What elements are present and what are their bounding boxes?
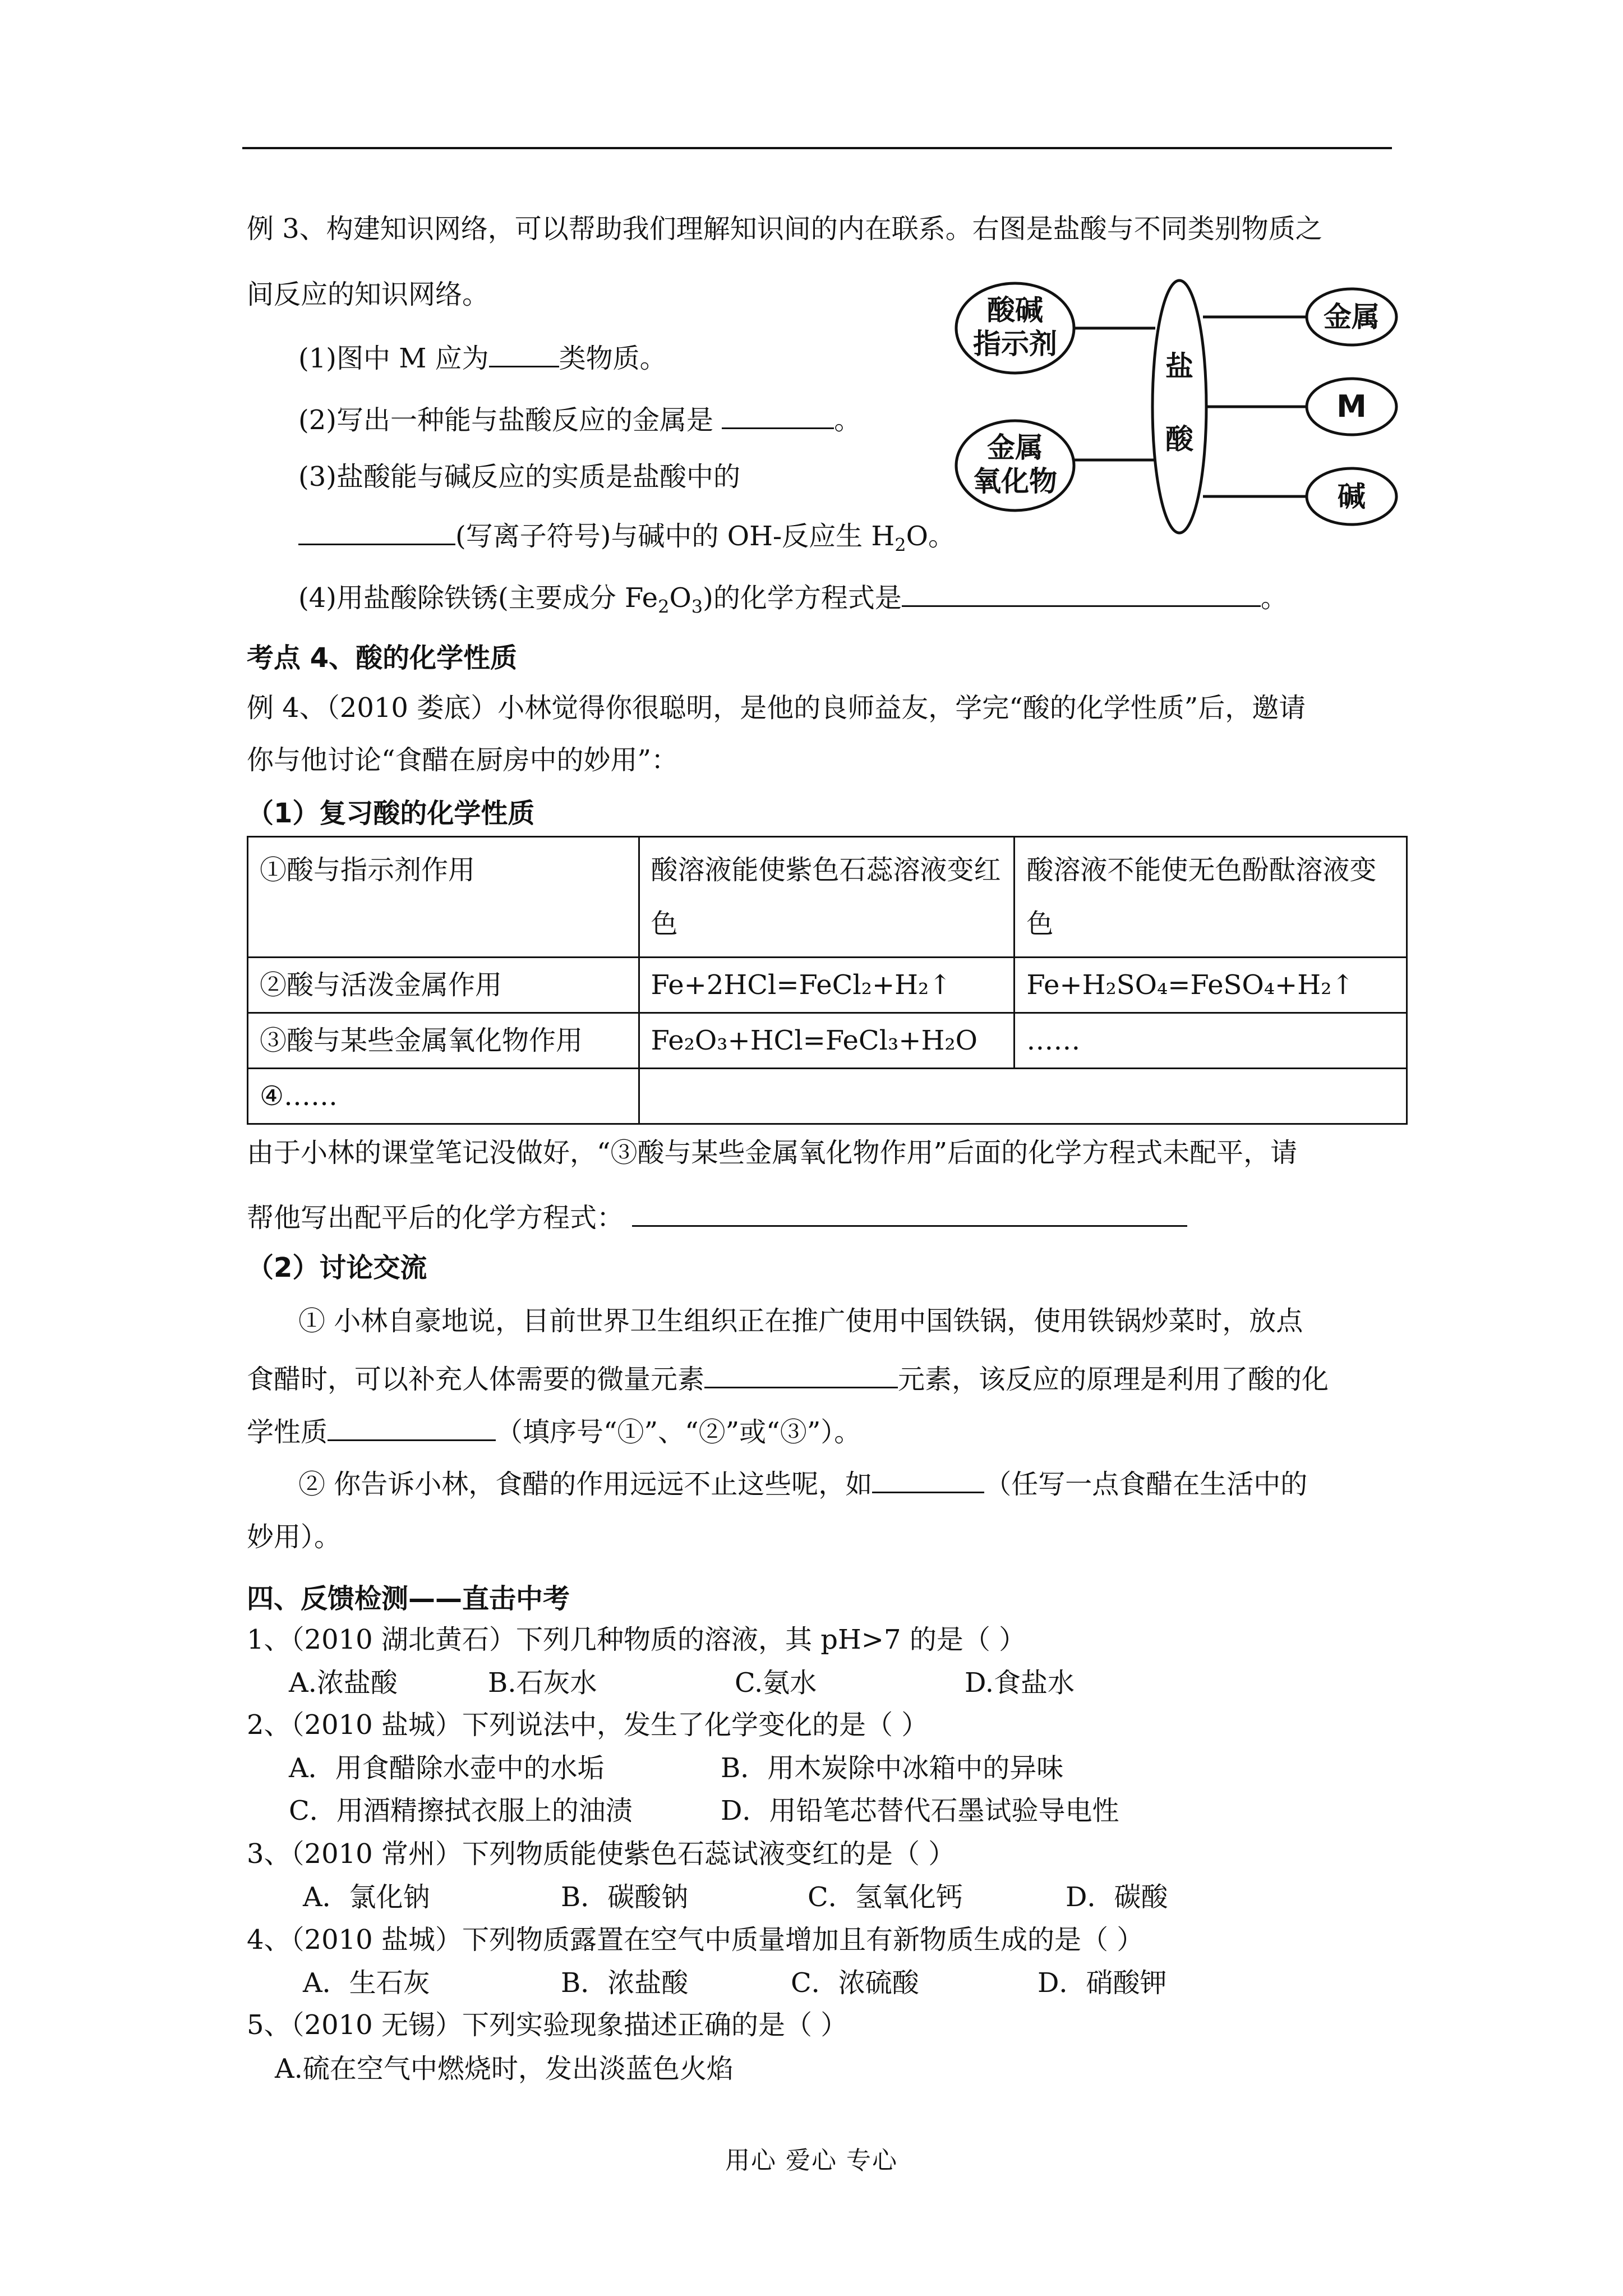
label-hcl-1: 盐 [1165, 350, 1193, 383]
q1-text: (1)图中 M 应为 [298, 343, 489, 374]
ex3-line1: 例 3、构建知识网络，可以帮助我们理解知识间的内在联系。右图是盐酸与不同类别物质之 [247, 213, 1322, 245]
table-row [248, 1069, 1407, 1124]
q1-text-end: 类物质。 [559, 343, 667, 374]
table-cell: …… [1015, 1013, 1407, 1069]
question-4: 4、（2010 盐城）下列物质露置在空气中质量增加且有新物质生成的是（ ） [247, 1924, 1144, 1955]
discussion-1b [247, 1362, 1329, 1396]
question-3: 3、（2010 常州）下列物质能使紫色石蕊试液变红的是（ ） [247, 1838, 956, 1870]
table-row [248, 1013, 1407, 1069]
q2-option-a[interactable]: A．用食醋除水壶中的水垢 [289, 1752, 605, 1784]
question-1: 1、（2010 湖北黄石）下列几种物质的溶液，其 pH>7 的是（ ） [247, 1624, 1026, 1655]
ex3-line2: 间反应的知识网络。 [247, 279, 490, 310]
section4-heading: 四、反馈检测——直击中考 [247, 1583, 570, 1614]
d1-text-3: （填序号“①”、“②”或“③”）。 [496, 1416, 861, 1448]
question-2: 2、（2010 盐城）下列说法中，发生了化学变化的是（ ） [247, 1709, 929, 1741]
table-cell: Fe+H₂SO₄=FeSO₄+H₂↑ [1015, 958, 1407, 1013]
table-cell: 酸溶液不能使无色酚酞溶液变色 [1015, 837, 1407, 958]
node-hcl [1152, 280, 1206, 533]
d1-text-end: 元素，该反应的原理是利用了酸的化 [898, 1364, 1329, 1395]
ex4-sub2: （2）讨论交流 [247, 1252, 427, 1283]
d1-text-2: 学性质 [247, 1416, 328, 1448]
d1-text: 食醋时，可以补充人体需要的微量元素 [247, 1364, 705, 1395]
discussion-1a: ① 小林自豪地说，目前世界卫生组织正在推广使用中国铁锅，使用铁锅炒菜时，放点 [298, 1305, 1303, 1337]
q3-option-b[interactable]: B．碳酸钠 [561, 1881, 689, 1913]
d2-text-end: （任写一点食醋在生活中的 [984, 1469, 1308, 1500]
label-metal: 金属 [1324, 301, 1380, 333]
table-row [248, 837, 1407, 958]
ex4-after1: 由于小林的课堂笔记没做好，“③酸与某些金属氧化物作用”后面的化学方程式未配平，请 [247, 1137, 1298, 1168]
table-cell: Fe₂O₃+HCl=FeCl₃+H₂O [639, 1013, 1015, 1069]
table-cell [639, 1069, 1407, 1124]
table-cell: Fe+2HCl=FeCl₂+H₂↑ [639, 958, 1015, 1013]
discussion-1c [247, 1415, 861, 1449]
q3-blank[interactable] [298, 519, 455, 545]
label-hcl-2: 酸 [1165, 423, 1193, 455]
label-indicator-2: 指示剂 [973, 328, 1057, 360]
q1-option-c[interactable]: C.氨水 [735, 1667, 817, 1699]
q4-option-b[interactable]: B．浓盐酸 [561, 1967, 689, 1999]
q4-option-a[interactable]: A．生石灰 [303, 1967, 430, 1999]
d2-text: ② 你告诉小林，食醋的作用远远不止这些呢，如 [298, 1469, 873, 1500]
q5-option-a[interactable]: A.硫在空气中燃烧时，发出淡蓝色火焰 [275, 2053, 734, 2085]
q2-option-b[interactable]: B．用木炭除中冰箱中的异味 [721, 1752, 1064, 1784]
q4-text-mid: )的化学方程式是 [703, 582, 902, 614]
ex4-sub1: （1）复习酸的化学性质 [247, 798, 535, 829]
q2-option-c[interactable]: C．用酒精擦拭衣服上的油渍 [289, 1795, 633, 1826]
label-indicator-1: 酸碱 [987, 294, 1043, 326]
knowledge-network-diagram [953, 275, 1413, 578]
q1-option-a[interactable]: A.浓盐酸 [289, 1667, 398, 1699]
table-cell: ②酸与活泼金属作用 [248, 958, 639, 1013]
table-row [248, 958, 1407, 1013]
label-oxide-1: 金属 [987, 431, 1043, 464]
q3-option-c[interactable]: C．氢氧化钙 [808, 1881, 963, 1913]
table-cell: ④…… [248, 1069, 639, 1124]
q2-blank[interactable] [722, 403, 834, 429]
ex3-q3-cont: (写离子符号)与碱中的 OH-反应生 $H_2O$。 [298, 519, 955, 562]
header-rule [242, 147, 1392, 149]
q1-option-b[interactable]: B.石灰水 [488, 1667, 597, 1699]
equation-blank[interactable] [632, 1200, 1187, 1227]
q3-text: (写离子符号)与碱中的 OH-反应生 H [455, 521, 895, 552]
property-blank[interactable] [328, 1415, 496, 1441]
discussion-2a [298, 1467, 1307, 1501]
element-blank[interactable] [704, 1362, 898, 1388]
q2-text-end: 。 [834, 404, 861, 436]
q2-option-d[interactable]: D．用铅笔芯替代石墨试验导电性 [721, 1795, 1119, 1826]
q4-blank[interactable] [902, 581, 1261, 607]
q4-option-d[interactable]: D．硝酸钾 [1038, 1967, 1167, 1999]
q3-option-d[interactable]: D．碳酸 [1066, 1881, 1168, 1913]
ex4-line1: 例 4、（2010 娄底）小林觉得你很聪明，是他的良师益友，学完“酸的化学性质”后，邀请 [247, 692, 1306, 724]
ex3-q1 [298, 341, 667, 375]
ex3-q4: (4)用盐酸除铁锈(主要成分 $Fe_2O_3$)的化学方程式是 。 [298, 581, 1288, 624]
table-cell: ①酸与指示剂作用 [248, 837, 639, 958]
ex4-line2: 你与他讨论“食醋在厨房中的妙用”： [247, 744, 679, 776]
use-blank[interactable] [872, 1467, 984, 1493]
table-cell: ③酸与某些金属氧化物作用 [248, 1013, 639, 1069]
label-m: M [1336, 389, 1367, 424]
table-cell: 酸溶液能使紫色石蕊溶液变红色 [639, 837, 1015, 958]
q2-text: (2)写出一种能与盐酸反应的金属是 [298, 404, 713, 436]
q3-text-end: O。 [906, 521, 955, 552]
page-footer: 用心 爱心 专心 [725, 2146, 898, 2175]
ex4-after2 [247, 1200, 1187, 1235]
label-base: 碱 [1338, 480, 1366, 513]
q3-option-a[interactable]: A．氯化钠 [303, 1881, 430, 1913]
point4-heading: 考点 4、酸的化学性质 [247, 642, 518, 674]
after2-text: 帮他写出配平后的化学方程式： [247, 1202, 624, 1234]
ex3-q3: (3)盐酸能与碱反应的实质是盐酸中的 [298, 461, 740, 493]
acid-properties-table [247, 836, 1408, 1125]
q1-blank[interactable] [489, 341, 559, 367]
q4-option-c[interactable]: C．浓硫酸 [791, 1967, 919, 1999]
q4-text-end: 。 [1260, 582, 1288, 614]
q4-text: (4)用盐酸除铁锈(主要成分 Fe [298, 582, 658, 614]
label-oxide-2: 氧化物 [973, 465, 1057, 498]
ex3-q2 [298, 403, 861, 437]
q1-option-d[interactable]: D.食盐水 [965, 1667, 1075, 1699]
question-5: 5、（2010 无锡）下列实验现象描述正确的是（ ） [247, 2009, 848, 2041]
q4-text-o: O [669, 582, 691, 614]
discussion-2b: 妙用）。 [247, 1521, 342, 1553]
